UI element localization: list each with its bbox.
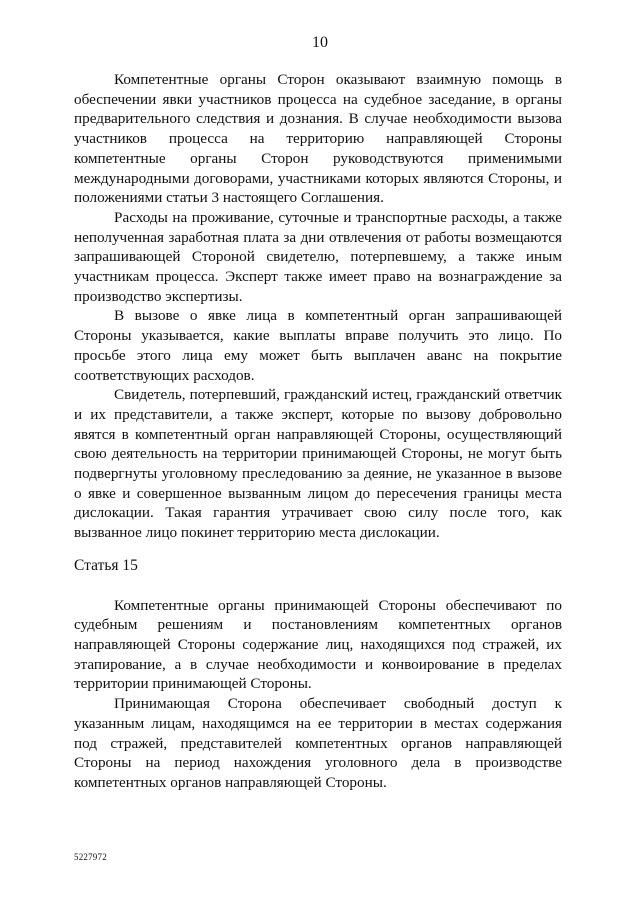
paragraph-detention-maintenance: Компетентные органы принимающей Стороны обеспечивают по судебным решениям и постановлениям компетентных органов направляющей Стороны содержание лиц, находящихся под стражей, их этапирование, а в случае необходимости и конвоирование в пределах территории принимающей Стороны. xyxy=(74,596,562,693)
paragraph-summons-payments: В вызове о явке лица в компетентный орган запрашивающей Стороны указывается, какие выплаты вправе получить это лицо. По просьбе этого лица ему может быть выплачен аванс на покрытие соответствующих расходов. xyxy=(74,307,562,384)
article-heading: Статья 15 xyxy=(74,556,138,574)
paragraph-expenses: Расходы на проживание, суточные и транспортные расходы, а также неполученная заработная плата за дни отвлечения от работы возмещаются запрашивающей Стороной свидетелю, потерпевшему, а также иным участникам процесса. Эксперт также имеет право на вознаграждение за производство экспертизы. xyxy=(74,208,562,305)
document-body xyxy=(74,70,562,793)
paragraph-immunity-guarantee: Свидетель, потерпевший, гражданский истец, гражданский ответчик и их представители, а также эксперт, которые по вызову добровольно явятся в компетентный орган направляющей Стороны, осуществляющий свою деятельность на территории принимающей Стороны, не могут быть подвергнуты уголовному преследованию за деяние, не указанное в вызове о явке и совершенное вызванным лицом до пересечения границы места дислокации. Такая гарантия утрачивает свою силу после того, как вызванное лицо покинет территорию места дислокации. xyxy=(74,386,562,542)
page-number: 10 xyxy=(312,34,328,51)
paragraph-assistance-attendance: Компетентные органы Сторон оказывают взаимную помощь в обеспечении явки участников процесса на судебное заседание, в органы предварительного следствия и дознания. В случае необходимости вызова участников процесса на территорию направляющей Стороны компетентные органы Сторон руководствуются применимыми международными договорами, участниками которых являются Стороны, и положениями статьи 3 настоящего Соглашения. xyxy=(74,71,562,207)
document-code: 5227972 xyxy=(74,852,107,862)
paragraph-access-to-detainees: Принимающая Сторона обеспечивает свободный доступ к указанным лицам, находящимся на ее территории в местах содержания под стражей, представителей компетентных органов направляющей Стороны на период нахождения уголовного дела в производстве компетентных органов направляющей Стороны. xyxy=(74,695,562,791)
